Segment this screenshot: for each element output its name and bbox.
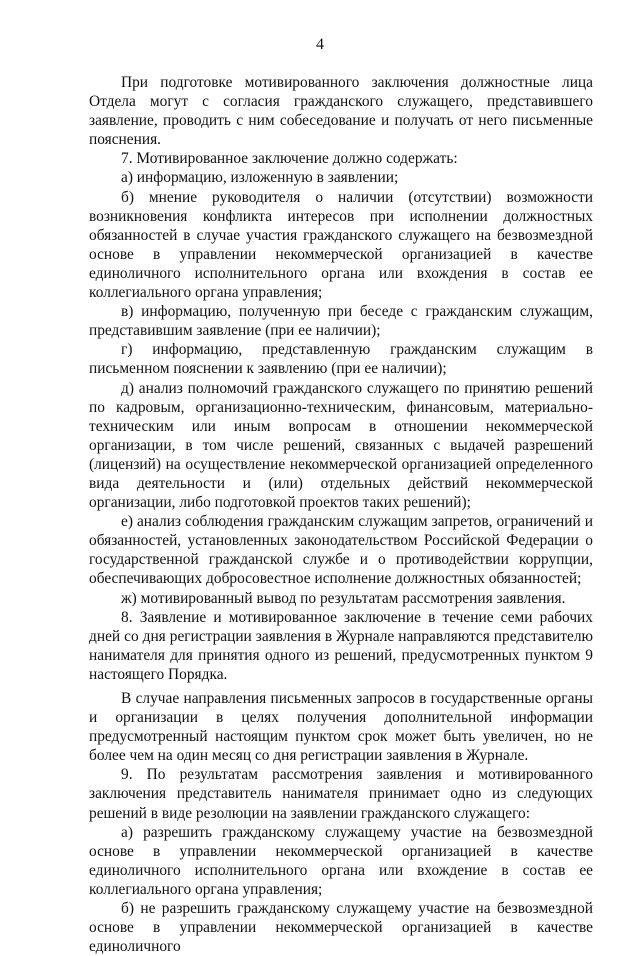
- document-body: [89, 73, 593, 956]
- paragraph-item-7zh: ж) мотивированный вывод по результатам рассмотрения заявления.: [121, 589, 566, 607]
- paragraph-item-9b: б) не разрешить гражданскому служащему участие на безвозмездной основе в управлении некоммерческой организацией в качестве единоличного: [89, 900, 593, 956]
- paragraph-item-7: 7. Мотивированное заключение должно содержать:: [121, 150, 458, 168]
- paragraph-item-7a: а) информацию, изложенную в заявлении;: [121, 169, 399, 187]
- paragraph-item-7e: е) анализ соблюдения гражданским служащим запретов, ограничений и обязанностей, установленных законодательством Российской Федерации о государственной гражданской службе и о противодействии коррупции, обеспечивающих добросовестное исполнение должностных обязанностей;: [89, 513, 593, 588]
- paragraph-item-8: 8. Заявление и мотивированное заключение в течение семи рабочих дней со дня регистрации заявления в Журнале направляются представителю нанимателя для принятия одного из решений, предусмотренных пунктом 9 настоящего Порядка.: [89, 608, 593, 683]
- paragraph-item-7g: г) информацию, представленную гражданским служащим в письменном пояснении к заявлению (при ее наличии);: [89, 341, 593, 378]
- paragraph-item-8-extension: В случае направления письменных запросов в государственные органы и организации в целях получения дополнительной информации предусмотренный настоящим пунктом срок может быть увеличен, но не более чем на один месяц со дня регистрации заявления в Журнале.: [89, 690, 593, 765]
- paragraph-item-9a: а) разрешить гражданскому служащему участие на безвозмездной основе в управлении некоммерческой организацией в качестве единоличного исполнительного органа или вхождение в состав ее коллегиального органа управления;: [89, 823, 593, 898]
- page-number: 4: [316, 36, 324, 53]
- paragraph-consultation: При подготовке мотивированного заключения должностные лица Отдела могут с согласия гражданского служащего, представившего заявление, проводить с ним собеседование и получать от него письменные пояснения.: [89, 74, 593, 149]
- paragraph-item-7v: в) информацию, полученную при беседе с гражданским служащим, представившим заявление (при ее наличии);: [89, 303, 593, 340]
- paragraph-item-7b: б) мнение руководителя о наличии (отсутствии) возможности возникновения конфликта интересов при исполнении должностных обязанностей в случае участия гражданского служащего на безвозмездной основе в управлении некоммерческой организацией в качестве единоличного исполнительного органа или вхождения в состав ее коллегиального органа управления;: [89, 188, 593, 302]
- paragraph-item-7d: д) анализ полномочий гражданского служащего по принятию решений по кадровым, организационно-техническим, финансовым, материально-техническим или иным вопросам в отношении некоммерческой организации, в том числе решений, связанных с выдачей разрешений (лицензий) на осуществление некоммерческой организацией определенного вида деятельности и (или) отдельных действий некоммерческой организации, либо подготовкой проектов таких решений);: [89, 379, 593, 512]
- paragraph-item-9: 9. По результатам рассмотрения заявления и мотивированного заключения представитель нанимателя принимает одно из следующих решений в виде резолюции на заявлении гражданского служащего:: [89, 766, 593, 822]
